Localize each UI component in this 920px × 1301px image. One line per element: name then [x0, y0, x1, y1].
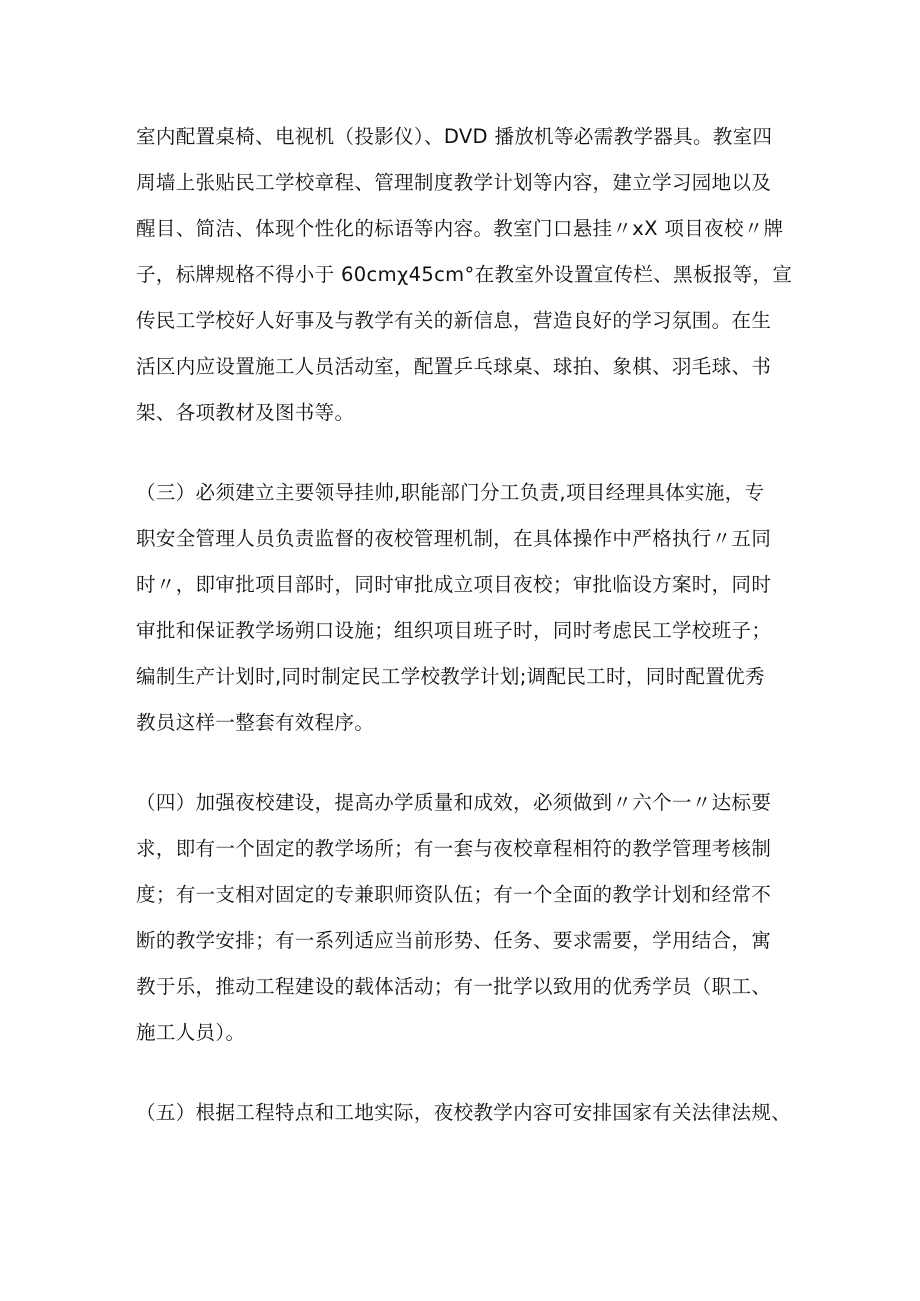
text-line: 时〃，即审批项目部时，同时审批成立项目夜校；审批临设方案时，同时: [136, 573, 772, 596]
text-line: 审批和保证教学场朔口设施；组织项目班子时，同时考虑民工学校班子；: [136, 619, 772, 642]
text-line: 职安全管理人员负责监督的夜校管理机制，在具体操作中严格执行〃五同: [136, 527, 772, 550]
text-line: 度；有一支相对固定的专兼职师资队伍；有一个全面的教学计划和经常不: [136, 883, 772, 906]
text-line: （四）加强夜校建设，提高办学质量和成效，必须做到〃六个一〃达标要: [136, 791, 772, 814]
text-line: （五）根据工程特点和工地实际，夜校教学内容可安排国家有关法律法规、: [136, 1101, 792, 1124]
text-line: 室内配置桌椅、电视机（投影仪）、DVD 播放机等必需教学器具。教室四: [136, 125, 773, 148]
text-line: 教员这样一整套有效程序。: [136, 711, 375, 734]
text-line: 活区内应设置施工人员活动室，配置乒乓球桌、球拍、象棋、羽毛球、书: [136, 355, 772, 378]
text-line: 求，即有一个固定的教学场所；有一套与夜校章程相符的教学管理考核制: [136, 837, 772, 860]
text-line: 醒目、简洁、体现个性化的标语等内容。教室门口悬挂〃xX 项目夜校〃牌: [136, 217, 784, 240]
text-line: 架、各项教材及图书等。: [136, 401, 355, 424]
text-line: 施工人员）。: [136, 1021, 246, 1044]
text-line: 子，标牌规格不得小于 60cmχ45cm°在教室外设置宣传栏、黑板报等，宣: [136, 263, 793, 286]
text-line: 断的教学安排；有一系列适应当前形势、任务、要求需要，学用结合，寓: [136, 929, 772, 952]
text-line: 传民工学校好人好事及与教学有关的新信息，营造良好的学习氛围。在生: [136, 309, 772, 332]
text-line: 教于乐，推动工程建设的载体活动；有一批学以致用的优秀学员（职工、: [136, 975, 772, 998]
text-line: 编制生产计划时,同时制定民工学校教学计划;调配民工时，同时配置优秀: [136, 665, 765, 688]
text-line: （三）必须建立主要领导挂帅,职能部门分工负责,项目经理具体实施，专: [136, 481, 765, 504]
text-line: 周墙上张贴民工学校章程、管理制度教学计划等内容，建立学习园地以及: [136, 171, 772, 194]
